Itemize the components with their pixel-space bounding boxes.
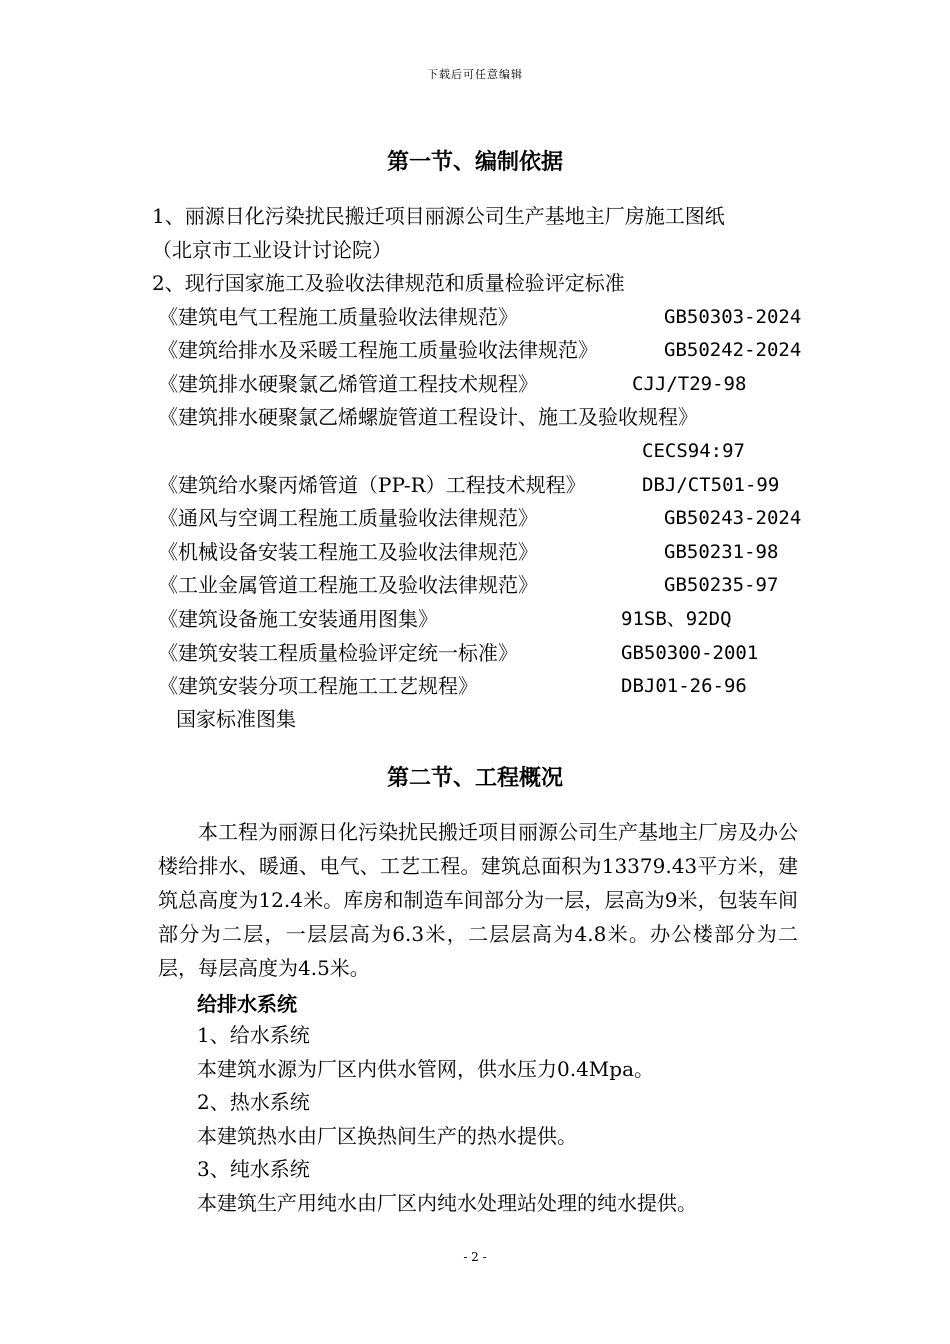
basis-item-1-line-2: （北京市工业设计讨论院） (152, 238, 392, 262)
standard-code: CECS94:97 (642, 440, 745, 462)
standard-code: 91SB、92DQ (621, 608, 732, 630)
standard-name: 《通风与空调工程施工质量验收法律规范》 (158, 506, 538, 530)
standard-name: 《工业金属管道工程施工及验收法律规范》 (158, 573, 538, 597)
page-number: - 2 - (463, 1250, 487, 1264)
basis-item-1-line-1: 1、丽源日化污染扰民搬迁项目丽源公司生产基地主厂房施工图纸 (152, 204, 725, 228)
national-atlas: 国家标准图集 (176, 707, 296, 731)
section1-title: 第一节、编制依据 (386, 150, 563, 175)
standard-name: 《建筑安装工程质量检验评定统一标准》 (158, 641, 518, 665)
hot-water-heading: 2、热水系统 (197, 1090, 310, 1114)
section2-title: 第二节、工程概况 (386, 766, 563, 791)
standard-name: 《建筑排水硬聚氯乙烯管道工程技术规程》 (158, 372, 538, 396)
standard-code: GB50243-2024 (664, 507, 802, 529)
water-supply-text: 本建筑水源为厂区内供水管网，供水压力0.4Mpa。 (197, 1057, 655, 1081)
standard-name: 《建筑电气工程施工质量验收法律规范》 (158, 305, 518, 329)
page-header-note: 下载后可任意编辑 (427, 68, 523, 81)
basis-item-2: 2、现行国家施工及验收法律规范和质量检验评定标准 (152, 271, 625, 295)
standard-name: 《机械设备安装工程施工及验收法律规范》 (158, 540, 538, 564)
pure-water-heading: 3、纯水系统 (197, 1157, 310, 1181)
standard-code: GB50242-2024 (664, 339, 802, 361)
standard-name: 《建筑排水硬聚氯乙烯螺旋管道工程设计、施工及验收规程》 (158, 405, 698, 429)
water-supply-heading: 1、给水系统 (197, 1023, 310, 1047)
water-system-heading: 给排水系统 (197, 992, 297, 1016)
standard-code: DBJ/CT501-99 (642, 474, 780, 496)
standard-code: GB50303-2024 (664, 306, 802, 328)
standard-name: 《建筑设备施工安装通用图集》 (158, 607, 438, 631)
standard-code: CJJ/T29-98 (632, 373, 747, 395)
standard-name: 《建筑给排水及采暖工程施工质量验收法律规范》 (158, 338, 598, 362)
hot-water-text: 本建筑热水由厂区换热间生产的热水提供。 (197, 1124, 577, 1148)
standard-code: GB50300-2001 (621, 642, 759, 664)
standard-code: GB50235-97 (664, 574, 779, 596)
overview-paragraph: 本工程为丽源日化污染扰民搬迁项目丽源公司生产基地主厂房及办公楼给排水、暖通、电气、工艺工程。建筑总面积为13379.43平方米，建筑总高度为12.4米。库房和制造车间部分为一层，层高为9米，包装车间部分为二层，一层层高为6.3米，二层层高为4.8米。办公楼部分为二层，每层高度为4.5米。 (158, 820, 798, 980)
pure-water-text: 本建筑生产用纯水由厂区内纯水处理站处理的纯水提供。 (197, 1191, 697, 1215)
standard-name: 《建筑给水聚丙烯管道（PP-R）工程技术规程》 (158, 473, 586, 497)
standard-name: 《建筑安装分项工程施工工艺规程》 (158, 674, 478, 698)
standard-code: GB50231-98 (664, 541, 779, 563)
standard-code: DBJ01-26-96 (621, 675, 747, 697)
